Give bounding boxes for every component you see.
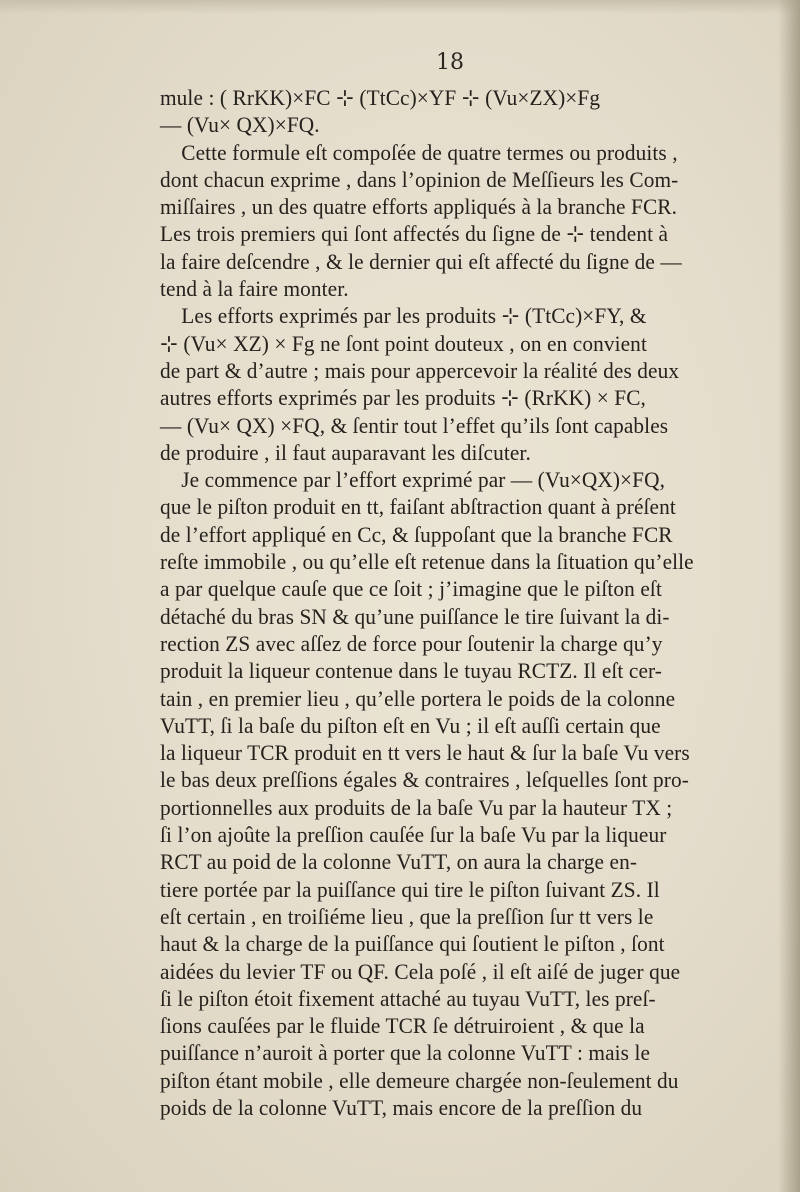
page-edge-shadow-top bbox=[0, 0, 800, 14]
body-text bbox=[160, 84, 800, 1121]
text-line: ſi l’on ajoûte la preſſion cauſée ſur la baſe Vu par la liqueur bbox=[160, 822, 667, 848]
text-line: de produire , il faut auparavant les diſcuter. bbox=[160, 439, 531, 465]
text-line: aidées du levier TF ou QF. Cela poſé , il eſt aiſé de juger que bbox=[160, 958, 681, 984]
text-line: tain , en premier lieu , qu’elle portera le poids de la colonne bbox=[160, 685, 676, 711]
text-line: Les trois premiers qui ſont affectés du ſigne de ⊹ tendent à bbox=[160, 221, 669, 247]
text-line: produit la liqueur contenue dans le tuyau RCTZ. Il eſt cer- bbox=[160, 658, 662, 684]
text-line: de part & d’autre ; mais pour appercevoir la réalité des deux bbox=[160, 357, 680, 383]
text-line: miſſaires , un des quatre efforts appliqués à la branche FCR. bbox=[160, 194, 678, 220]
text-line: autres efforts exprimés par les produits ⊹ (RrKK) × FC, bbox=[160, 385, 646, 411]
text-line: que le piſton produit en tt, faiſant abſtraction quant à préſent bbox=[160, 494, 676, 520]
text-line: VuTT, ſi la baſe du piſton eſt en Vu ; il eſt auſſi certain que bbox=[160, 712, 661, 738]
text-line: la faire deſcendre , & le dernier qui eſt affecté du ſigne de — bbox=[160, 248, 682, 274]
text-line: — (Vu× QX) ×FQ, & ſentir tout l’effet qu’ils ſont capables bbox=[160, 412, 669, 438]
text-line: puiſſance n’auroit à porter que la colonne VuTT : mais le bbox=[160, 1040, 651, 1066]
text-line: eſt certain , en troiſiéme lieu , que la preſſion ſur tt vers le bbox=[160, 903, 654, 929]
text-line: la liqueur TCR produit en tt vers le haut & ſur la baſe Vu vers bbox=[160, 740, 690, 766]
text-line: Cette formule eſt compoſée de quatre termes ou produits , bbox=[181, 139, 678, 165]
text-line: détaché du bras SN & qu’une puiſſance le tire ſuivant la di- bbox=[160, 603, 670, 629]
text-line: Les efforts exprimés par les produits ⊹ (TtCc)×FY, & bbox=[181, 303, 647, 329]
text-line: ⊹ (Vu× XZ) × Fg ne ſont point douteux , on en convient bbox=[160, 330, 647, 356]
text-line: Je commence par l’effort exprimé par — (Vu×QX)×FQ, bbox=[181, 467, 666, 493]
text-line: a par quelque cauſe que ce ſoit ; j’imagine que le piſton eſt bbox=[160, 576, 662, 602]
text-line: piſton étant mobile , elle demeure chargée non-ſeulement du bbox=[160, 1067, 679, 1093]
text-line: dont chacun exprime , dans l’opinion de Meſſieurs les Com- bbox=[160, 166, 679, 192]
text-line: ſi le piſton étoit fixement attaché au tuyau VuTT, les preſ- bbox=[160, 985, 656, 1011]
text-line: reſte immobile , ou qu’elle eſt retenue dans la ſituation qu’elle bbox=[160, 549, 694, 575]
text-line: RCT au poid de la colonne VuTT, on aura la charge en- bbox=[160, 849, 638, 875]
text-line: de l’effort appliqué en Cc, & ſuppoſant que la branche FCR bbox=[160, 521, 673, 547]
text-line: ſions cauſées par le fluide TCR ſe détruiroient , & que la bbox=[160, 1013, 645, 1039]
text-line: — (Vu× QX)×FQ. bbox=[160, 112, 320, 138]
text-line: tend à la faire monter. bbox=[160, 276, 349, 302]
page-number: 18 bbox=[436, 50, 464, 75]
text-line: rection ZS avec aſſez de force pour ſoutenir la charge qu’y bbox=[160, 630, 663, 656]
text-line: poids de la colonne VuTT, mais encore de la preſſion du bbox=[160, 1094, 643, 1120]
text-line: portionnelles aux produits de la baſe Vu par la hauteur TX ; bbox=[160, 794, 673, 820]
text-line: mule : ( RrKK)×FC ⊹ (TtCc)×YF ⊹ (Vu×ZX)×Fg bbox=[160, 85, 601, 110]
text-line: tiere portée par la puiſſance qui tire le piſton ſuivant ZS. Il bbox=[160, 876, 660, 902]
text-line: haut & la charge de la puiſſance qui ſoutient le piſton , ſont bbox=[160, 931, 665, 957]
text-line: le bas deux preſſions égales & contraires , leſquelles ſont pro- bbox=[160, 767, 689, 793]
